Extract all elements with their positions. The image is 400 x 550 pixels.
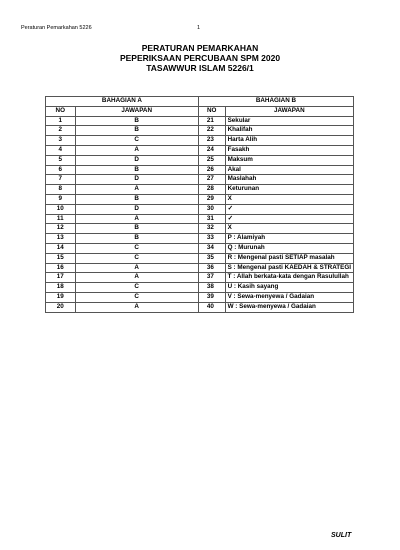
section-header-row bbox=[46, 97, 354, 107]
b-no-cell: 37 bbox=[198, 273, 225, 283]
a-answer-cell: C bbox=[75, 253, 198, 263]
col-no-b: NO bbox=[198, 106, 225, 116]
a-no-cell: 7 bbox=[46, 175, 76, 185]
b-answer-cell: W : Sewa-menyewa / Gadaian bbox=[225, 302, 353, 312]
table-row bbox=[46, 224, 354, 234]
a-no-cell: 3 bbox=[46, 136, 76, 146]
table-row bbox=[46, 116, 354, 126]
table-row bbox=[46, 234, 354, 244]
title-line-3: TASAWWUR ISLAM 5226/1 bbox=[146, 63, 254, 73]
b-answer-cell: V : Sewa-menyewa / Gadaian bbox=[225, 292, 353, 302]
a-no-cell: 15 bbox=[46, 253, 76, 263]
b-no-cell: 39 bbox=[198, 292, 225, 302]
title-line-2: PEPERIKSAAN PERCUBAAN SPM 2020 bbox=[119, 53, 281, 63]
b-no-cell: 31 bbox=[198, 214, 225, 224]
a-answer-cell: A bbox=[75, 302, 198, 312]
a-answer-cell: D bbox=[75, 155, 198, 165]
a-no-cell: 10 bbox=[46, 204, 76, 214]
table-row bbox=[46, 165, 354, 175]
b-answer-cell: T : Allah berkata-kata dengan Rasulullah bbox=[225, 273, 353, 283]
b-no-cell: 32 bbox=[198, 224, 225, 234]
table-row bbox=[46, 214, 354, 224]
a-no-cell: 4 bbox=[46, 145, 76, 155]
a-answer-cell: C bbox=[75, 136, 198, 146]
col-answer-a: JAWAPAN bbox=[75, 106, 198, 116]
b-no-cell: 40 bbox=[198, 302, 225, 312]
b-answer-cell: Q : Murunah bbox=[225, 243, 353, 253]
b-answer-cell: Harta Alih bbox=[225, 136, 353, 146]
b-no-cell: 35 bbox=[198, 253, 225, 263]
b-answer-cell: X bbox=[225, 224, 353, 234]
a-answer-cell: A bbox=[75, 263, 198, 273]
b-answer-cell: X bbox=[225, 194, 353, 204]
a-no-cell: 8 bbox=[46, 185, 76, 195]
a-no-cell: 17 bbox=[46, 273, 76, 283]
table-row bbox=[46, 175, 354, 185]
column-header-row bbox=[46, 106, 354, 116]
b-no-cell: 26 bbox=[198, 165, 225, 175]
page-number: 1 bbox=[197, 25, 201, 31]
a-answer-cell: A bbox=[75, 145, 198, 155]
b-no-cell: 28 bbox=[198, 185, 225, 195]
b-no-cell: 21 bbox=[198, 116, 225, 126]
b-answer-cell: Maksum bbox=[225, 155, 353, 165]
answer-table bbox=[45, 96, 354, 313]
table-row bbox=[46, 302, 354, 312]
answer-rows bbox=[46, 116, 354, 312]
b-no-cell: 29 bbox=[198, 194, 225, 204]
b-no-cell: 36 bbox=[198, 263, 225, 273]
a-no-cell: 20 bbox=[46, 302, 76, 312]
sulit-label: SULIT bbox=[331, 532, 352, 539]
a-answer-cell: D bbox=[75, 204, 198, 214]
a-answer-cell: D bbox=[75, 175, 198, 185]
a-no-cell: 11 bbox=[46, 214, 76, 224]
a-no-cell: 5 bbox=[46, 155, 76, 165]
a-no-cell: 6 bbox=[46, 165, 76, 175]
a-answer-cell: B bbox=[75, 126, 198, 136]
a-answer-cell: B bbox=[75, 165, 198, 175]
b-no-cell: 24 bbox=[198, 145, 225, 155]
a-answer-cell: B bbox=[75, 194, 198, 204]
table-row bbox=[46, 136, 354, 146]
table-row bbox=[46, 194, 354, 204]
b-answer-cell: R : Mengenal pasti SETIAP masalah bbox=[225, 253, 353, 263]
table-row bbox=[46, 273, 354, 283]
a-no-cell: 19 bbox=[46, 292, 76, 302]
a-no-cell: 16 bbox=[46, 263, 76, 273]
a-answer-cell: B bbox=[75, 224, 198, 234]
a-answer-cell: C bbox=[75, 292, 198, 302]
a-no-cell: 2 bbox=[46, 126, 76, 136]
b-no-cell: 34 bbox=[198, 243, 225, 253]
b-answer-cell: Sekular bbox=[225, 116, 353, 126]
b-no-cell: 22 bbox=[198, 126, 225, 136]
table-row bbox=[46, 145, 354, 155]
a-no-cell: 1 bbox=[46, 116, 76, 126]
a-no-cell: 18 bbox=[46, 283, 76, 293]
table-row bbox=[46, 292, 354, 302]
a-no-cell: 14 bbox=[46, 243, 76, 253]
document-title bbox=[0, 43, 400, 73]
section-a-header: BAHAGIAN A bbox=[46, 97, 199, 107]
b-answer-cell: ✓ bbox=[225, 204, 353, 214]
a-answer-cell: A bbox=[75, 214, 198, 224]
b-no-cell: 30 bbox=[198, 204, 225, 214]
b-answer-cell: U : Kasih sayang bbox=[225, 283, 353, 293]
a-answer-cell: A bbox=[75, 273, 198, 283]
b-answer-cell: Khalifah bbox=[225, 126, 353, 136]
page-header-title: Peraturan Pemarkahan 5226 bbox=[21, 25, 92, 31]
b-answer-cell: S : Mengenal pasti KAEDAH & STRATEGI bbox=[225, 263, 353, 273]
a-answer-cell: A bbox=[75, 185, 198, 195]
b-answer-cell: P : Alamiyah bbox=[225, 234, 353, 244]
col-no-a: NO bbox=[46, 106, 76, 116]
b-answer-cell: ✓ bbox=[225, 214, 353, 224]
col-answer-b: JAWAPAN bbox=[225, 106, 353, 116]
title-line-1: PERATURAN PEMARKAHAN bbox=[141, 43, 259, 53]
b-answer-cell: Keturunan bbox=[225, 185, 353, 195]
section-b-header: BAHAGIAN B bbox=[198, 97, 353, 107]
b-no-cell: 23 bbox=[198, 136, 225, 146]
b-answer-cell: Fasakh bbox=[225, 145, 353, 155]
table-row bbox=[46, 204, 354, 214]
b-no-cell: 25 bbox=[198, 155, 225, 165]
a-answer-cell: B bbox=[75, 116, 198, 126]
b-answer-cell: Maslahah bbox=[225, 175, 353, 185]
table-row bbox=[46, 155, 354, 165]
table-row bbox=[46, 283, 354, 293]
b-no-cell: 27 bbox=[198, 175, 225, 185]
table-row bbox=[46, 185, 354, 195]
table-row bbox=[46, 263, 354, 273]
a-answer-cell: C bbox=[75, 243, 198, 253]
table-row bbox=[46, 243, 354, 253]
a-no-cell: 13 bbox=[46, 234, 76, 244]
b-no-cell: 33 bbox=[198, 234, 225, 244]
table-row bbox=[46, 126, 354, 136]
a-no-cell: 9 bbox=[46, 194, 76, 204]
a-answer-cell: C bbox=[75, 283, 198, 293]
a-no-cell: 12 bbox=[46, 224, 76, 234]
b-no-cell: 38 bbox=[198, 283, 225, 293]
b-answer-cell: Akal bbox=[225, 165, 353, 175]
table-row bbox=[46, 253, 354, 263]
a-answer-cell: B bbox=[75, 234, 198, 244]
